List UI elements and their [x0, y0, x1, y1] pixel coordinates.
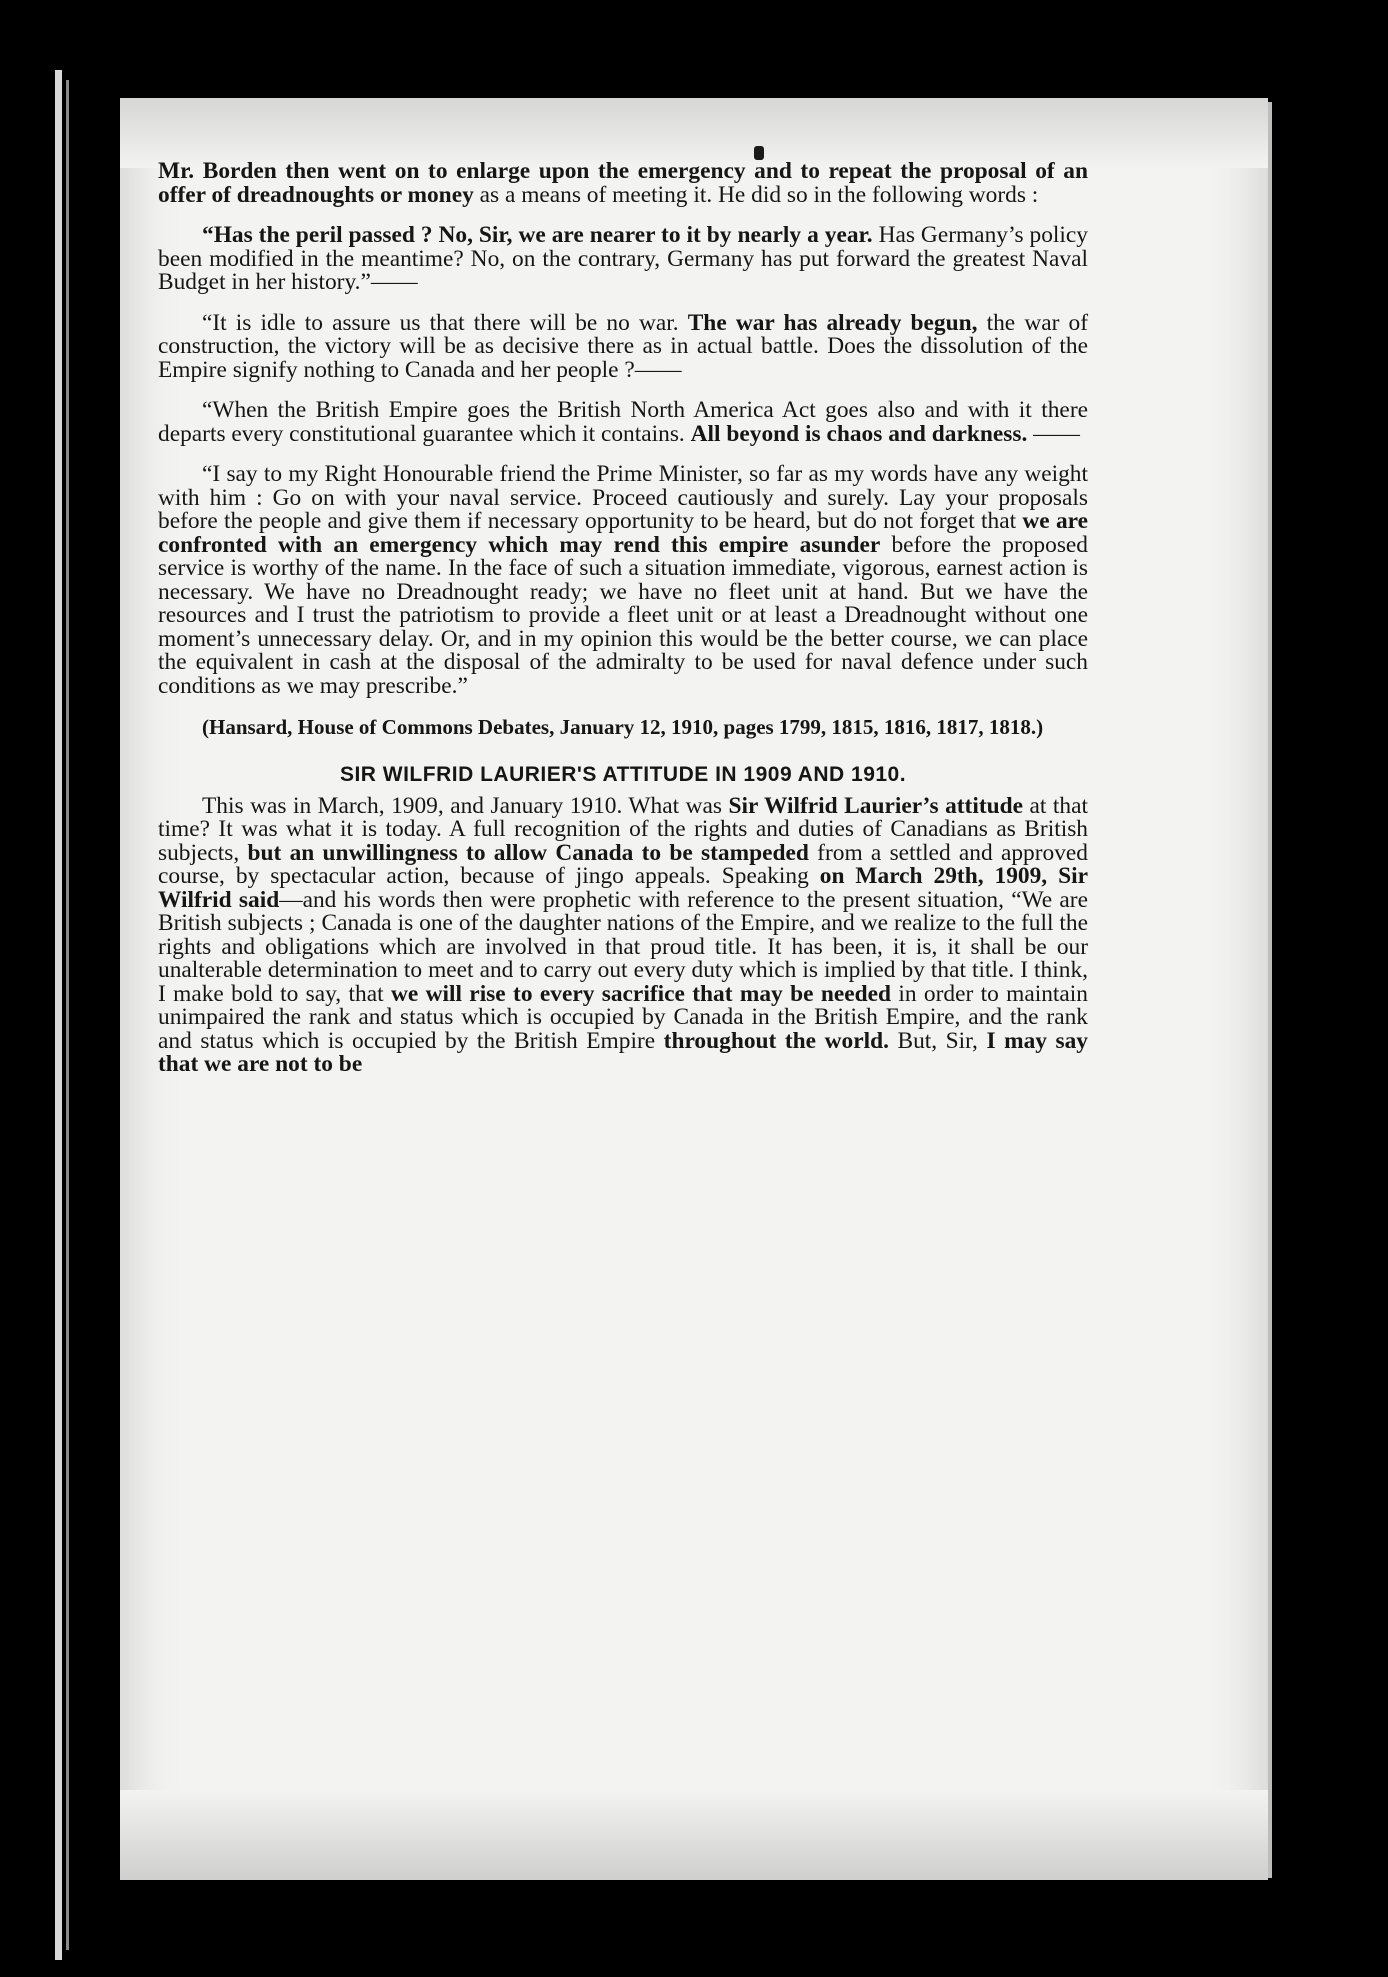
text-run: But, Sir,: [888, 1027, 987, 1054]
binding-edge: [55, 70, 62, 1960]
bold-text-run: “Has the peril passed ? No, Sir, we are nearer to it by nearly a year.: [202, 222, 873, 248]
bold-text-run: The war has already begun,: [687, 309, 978, 336]
bold-text-run: I may say that we are not to be: [158, 1027, 1089, 1077]
paragraph-list: [158, 160, 1088, 698]
document-body: [158, 160, 1088, 1094]
text-run: from a settled and approved course, by spectacular action, because of jingo appeals. Speaking: [158, 839, 1088, 889]
bold-text-run: All beyond is chaos and darkness.: [690, 420, 1028, 447]
text-run: as a means of meeting it. He did so in the following words :: [473, 181, 1039, 208]
paragraph-p2: [158, 224, 1088, 295]
bold-text-run: on March 29th, 1909, Sir Wilfrid said: [158, 863, 1088, 913]
bold-text-run: Mr. Borden then: [158, 158, 339, 184]
bold-text-run: went on to enlarge upon the emergency: [338, 158, 746, 184]
section-heading: SIR WILFRID LAURIER'S ATTITUDE IN 1909 AND 1910.: [339, 763, 907, 786]
page-footer-band: [120, 1790, 1268, 1880]
paragraph-p4: [158, 399, 1088, 446]
paragraph-p5: [158, 463, 1088, 698]
paragraph-p3: [158, 309, 1089, 383]
text-run: in order to maintain unimpaired the rank and status which is occupied by Canada in the British Empire, and the rank and status which is occupied by the British Empire: [158, 980, 1088, 1054]
bold-text-run: but an unwillingness to allow Canada to be stampeded: [247, 839, 809, 866]
text-run: “When the British Empire goes the British North America Act goes also and with it there departs every constitutional guarantee which it contains.: [158, 397, 1088, 447]
text-run: the war of construction, the victory will be as decisive there as in actual battle. Does the dissolution of the Empire signify nothing to Canada and her people ?——: [158, 309, 1089, 383]
binding-edge-shadow: [66, 80, 69, 1950]
bold-text-run: and to: [745, 158, 829, 184]
closing-paragraph-container: [158, 792, 1089, 1077]
text-run: at that time? It was what it is today. A full recognition of the rights and duties of Canadians as British subjects,: [158, 792, 1088, 866]
bold-text-run: throughout the world.: [663, 1027, 889, 1054]
citation: (Hansard, House of Commons Debates, January 12, 1910, pages 1799, 1815, 1816, 1817, 1818.): [202, 715, 1044, 739]
text-run: ——: [1027, 420, 1080, 447]
text-run: —and his words then were prophetic with reference to the present situation, “We are British subjects ; Canada is one of the daughter nations of the Empire, and we realize to the full the rights and obligations which are involved in that proud title. It has been, it is, it shall be our unalterable determination to meet and to carry out every duty which is implied by that title. I think, I make bold to say, that: [158, 886, 1088, 1007]
bold-text-run: Sir Wilfrid Laurier’s attitude: [728, 792, 1024, 819]
paragraph-p1: [158, 160, 1088, 207]
text-run: This was in March, 1909, and January 1910. What was: [202, 792, 729, 819]
text-run: “It is idle to assure us that there will be no war.: [202, 309, 688, 336]
text-run: “I say to my Right Honourable friend the Prime Minister, so far as my words have any weight with him : Go on with your naval service. Proceed cautiously and surely. Lay your proposals before the people and give them if necessary opportunity to be heard, but do not forget that: [158, 461, 1088, 534]
bold-text-run: we are confronted with an emergency which may rend this empire asunder: [158, 508, 1088, 558]
text-run: before the proposed service is worthy of the name. In the face of such a situation immediate, vigorous, earnest action is necessary. We have no Dreadnought ready; we have no fleet unit at hand. But we have the resources and I trust the patriotism to provide a fleet unit or at least a Dreadnought without one moment’s unnecessary delay. Or, and in my opinion this would be the better course, we can place the equivalent in cash at the disposal of the admiralty to be used for naval defence under such conditions as we may prescribe.”: [158, 531, 1088, 699]
paragraph-p6: [158, 792, 1089, 1077]
bold-text-run: we will rise to every sacrifice that may be needed: [390, 980, 891, 1007]
bold-text-run: repeat the proposal of an offer of dreadnoughts or money: [158, 158, 1088, 208]
text-run: Has Germany’s policy been modified in the meantime? No, on the contrary, Germany has put forward the greatest Naval Budget in her history.”——: [158, 222, 1088, 295]
